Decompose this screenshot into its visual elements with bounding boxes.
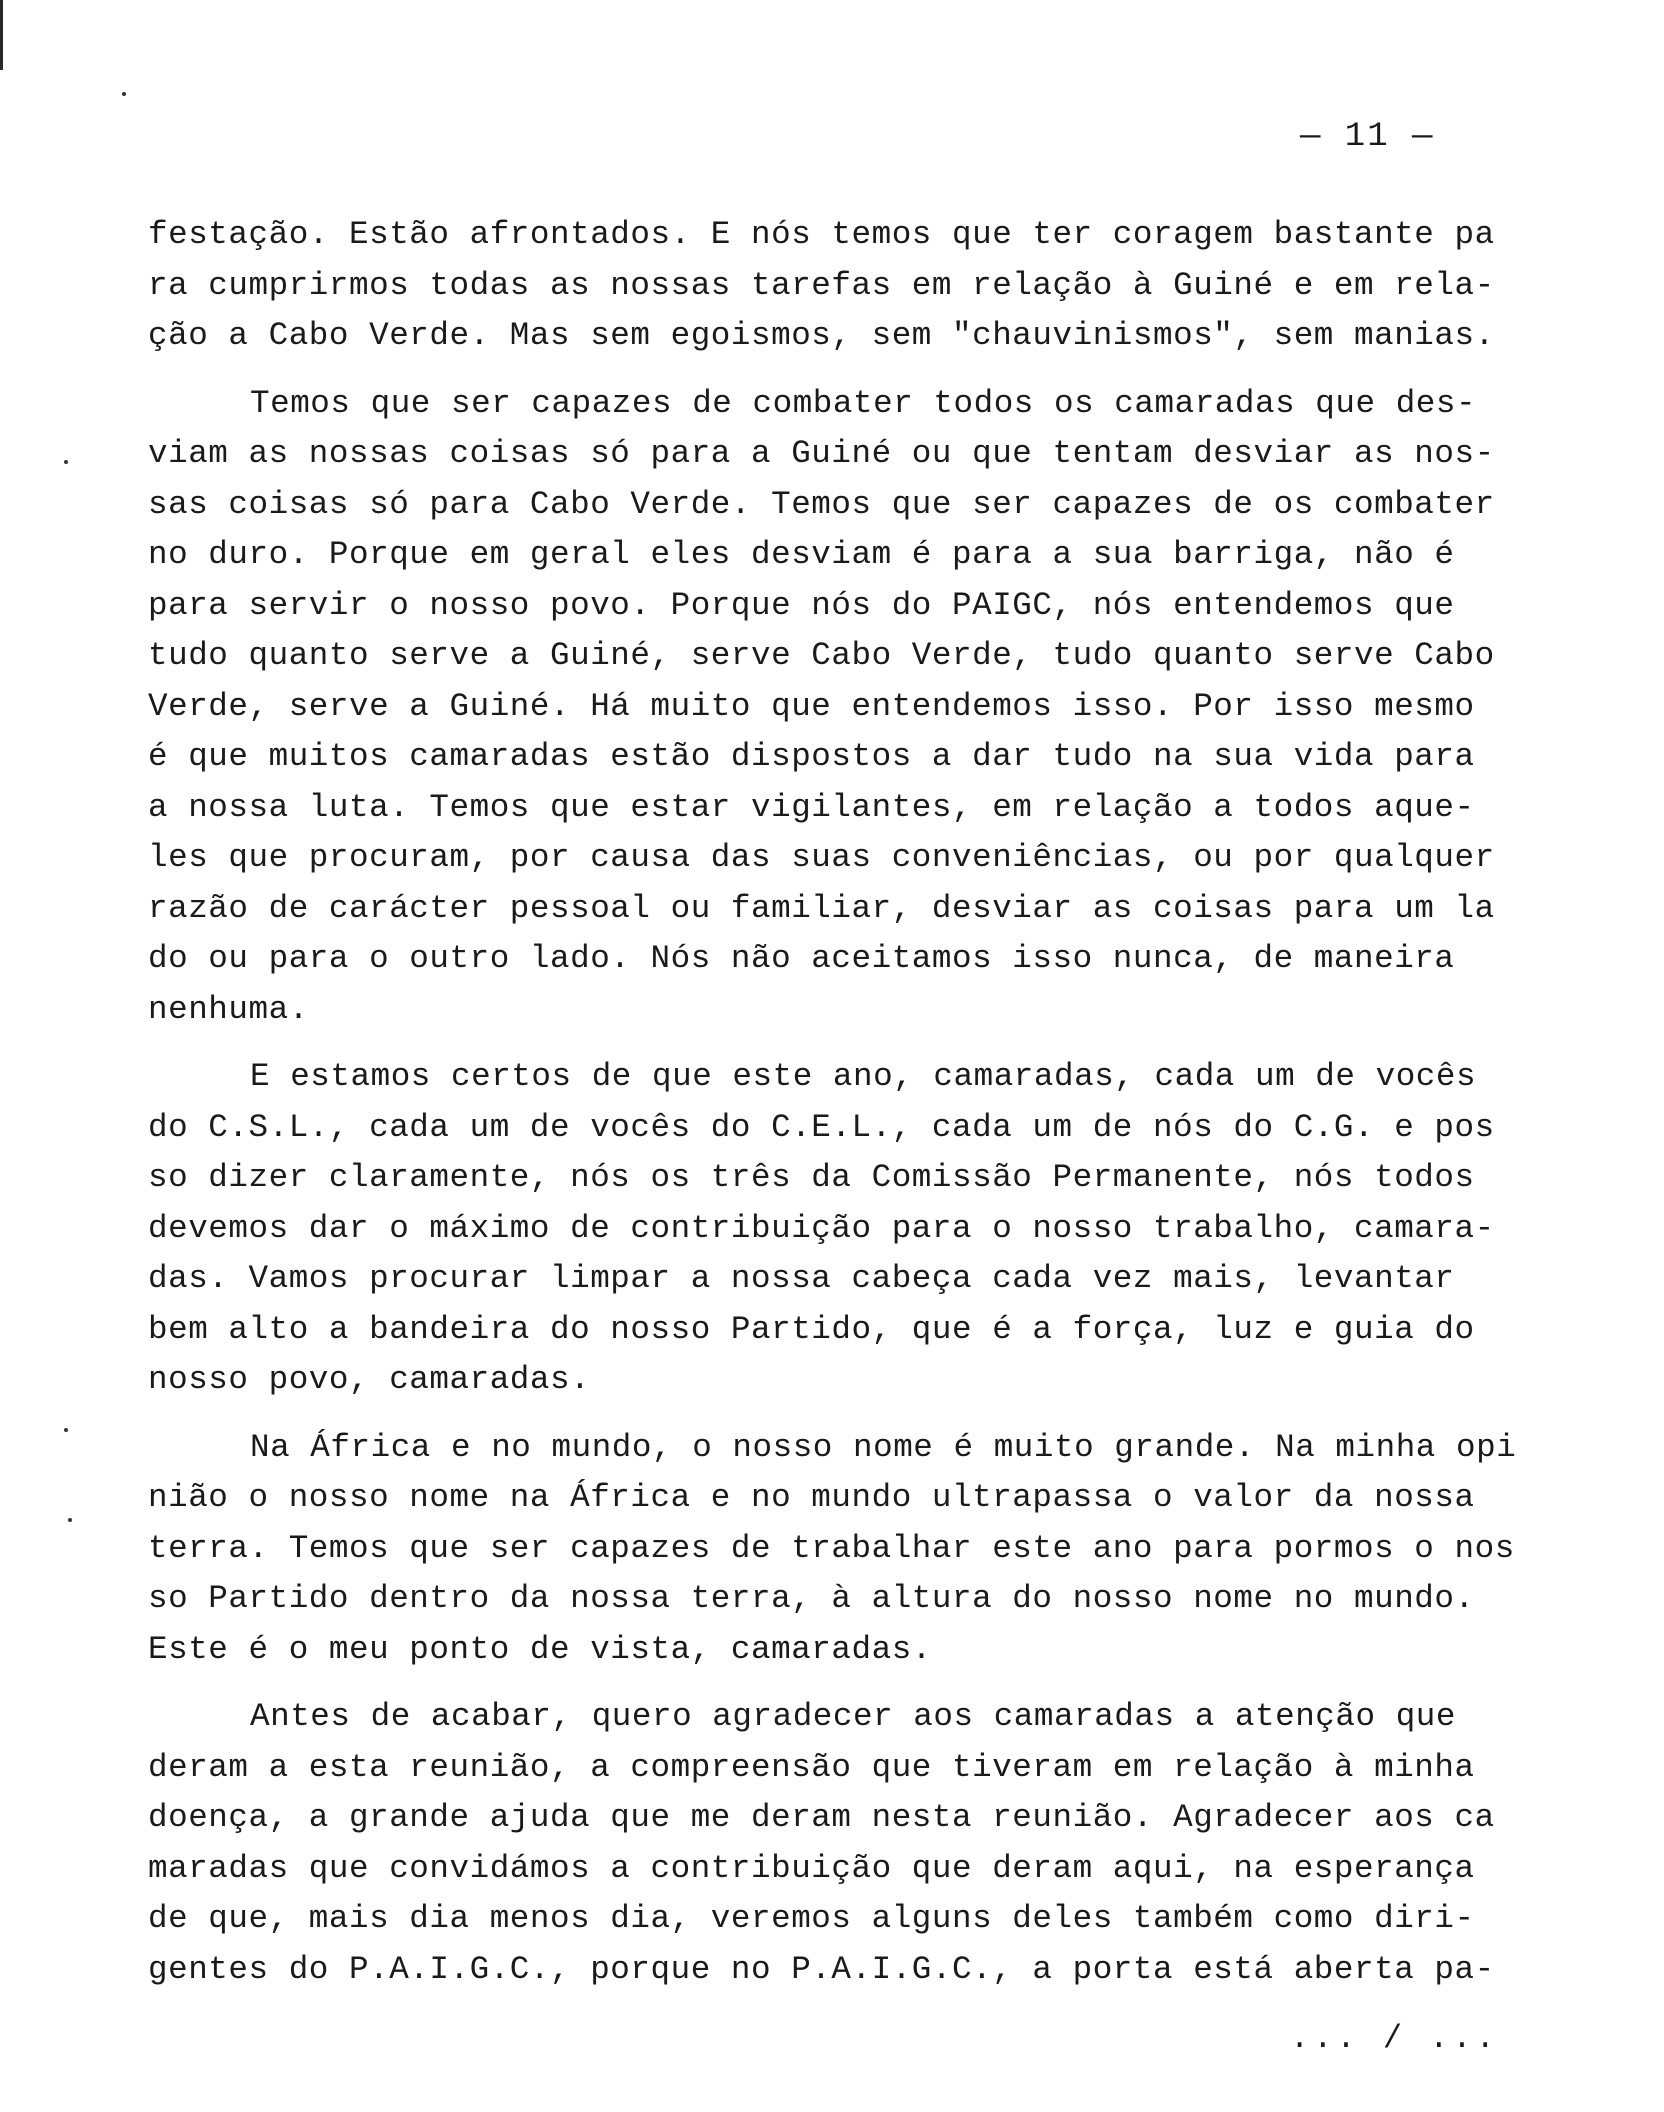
text-line: gentes do P.A.I.G.C., porque no P.A.I.G.C., a porta está aberta pa- — [148, 1950, 1495, 1988]
text-line: Este é o meu ponto de vista, camaradas. — [148, 1630, 932, 1668]
margin-mark — [122, 92, 126, 96]
paragraph — [148, 1692, 1548, 1995]
text-line: nião o nosso nome na África e no mundo ultrapassa o valor da nossa — [148, 1479, 1475, 1516]
text-line: Temos que ser capazes de combater todos os camaradas que des- — [250, 384, 1477, 422]
margin-mark — [64, 1428, 68, 1432]
paragraph — [148, 1052, 1548, 1406]
text-line: para servir o nosso povo. Porque nós do PAIGC, nós entendemos que — [148, 586, 1455, 624]
text-line: ra cumprirmos todas as nossas tarefas em relação à Guiné e em rela- — [148, 266, 1495, 304]
text-line: viam as nossas coisas só para a Guiné ou que tentam desviar as nos- — [148, 435, 1495, 472]
page-edge-mark — [0, 0, 3, 70]
text-line: é que muitos camaradas estão dispostos a dar tudo na sua vida para — [148, 738, 1475, 775]
text-line: Na África e no mundo, o nosso nome é muito grande. Na minha opi — [250, 1428, 1517, 1466]
text-line: Verde, serve a Guiné. Há muito que entendemos isso. Por isso mesmo — [148, 687, 1475, 725]
text-line: a nossa luta. Temos que estar vigilantes, em relação a todos aque- — [148, 788, 1475, 826]
text-line: nosso povo, camaradas. — [148, 1361, 591, 1398]
text-line: tudo quanto serve a Guiné, serve Cabo Verde, tudo quanto serve Cabo — [148, 637, 1495, 674]
text-line: festação. Estão afrontados. E nós temos que ter coragem bastante pa — [148, 216, 1495, 253]
margin-mark — [64, 460, 68, 464]
text-line: so Partido dentro da nossa terra, à altura do nosso nome no mundo. — [148, 1580, 1475, 1617]
text-line: do C.S.L., cada um de vocês do C.E.L., cada um de nós do C.G. e pos — [148, 1108, 1495, 1146]
text-line: razão de carácter pessoal ou familiar, desviar as coisas para um la — [148, 889, 1495, 927]
text-line: ção a Cabo Verde. Mas sem egoismos, sem "chauvinismos", sem manias. — [148, 317, 1495, 354]
body-text — [148, 210, 1548, 2012]
text-line: terra. Temos que ser capazes de trabalhar este ano para pormos o nos — [148, 1529, 1515, 1567]
text-line: bem alto a bandeira do nosso Partido, que é a força, luz e guia do — [148, 1310, 1475, 1348]
page-number: — 11 — — [1300, 118, 1435, 156]
text-line: de que, mais dia menos dia, veremos alguns deles também como diri- — [148, 1900, 1475, 1937]
text-line: nenhuma. — [148, 990, 309, 1028]
text-line: Antes de acabar, quero agradecer aos camaradas a atenção que — [250, 1698, 1457, 1735]
text-line: das. Vamos procurar limpar a nossa cabeça cada vez mais, levantar — [148, 1260, 1455, 1297]
text-line: maradas que convidámos a contribuição que deram aqui, na esperança — [148, 1849, 1475, 1887]
paragraph — [148, 1423, 1548, 1676]
text-line: do ou para o outro lado. Nós não aceitamos isso nunca, de maneira — [148, 940, 1455, 977]
text-line: so dizer claramente, nós os três da Comissão Permanente, nós todos — [148, 1159, 1475, 1196]
text-line: no duro. Porque em geral eles desviam é para a sua barriga, não é — [148, 536, 1455, 573]
text-line: sas coisas só para Cabo Verde. Temos que ser capazes de os combater — [148, 485, 1495, 523]
margin-mark — [68, 1518, 72, 1522]
paragraph — [148, 210, 1548, 362]
text-line: les que procuram, por causa das suas conveniências, ou por qualquer — [148, 839, 1495, 876]
text-line: deram a esta reunião, a compreensão que tiveram em relação à minha — [148, 1748, 1475, 1786]
continuation-marker: ... / ... — [1290, 2020, 1499, 2057]
text-line: devemos dar o máximo de contribuição para o nosso trabalho, camara- — [148, 1209, 1495, 1247]
text-line: doença, a grande ajuda que me deram nesta reunião. Agradecer aos ca — [148, 1799, 1495, 1836]
paragraph — [148, 379, 1548, 1036]
text-line: E estamos certos de que este ano, camaradas, cada um de vocês — [250, 1058, 1477, 1095]
